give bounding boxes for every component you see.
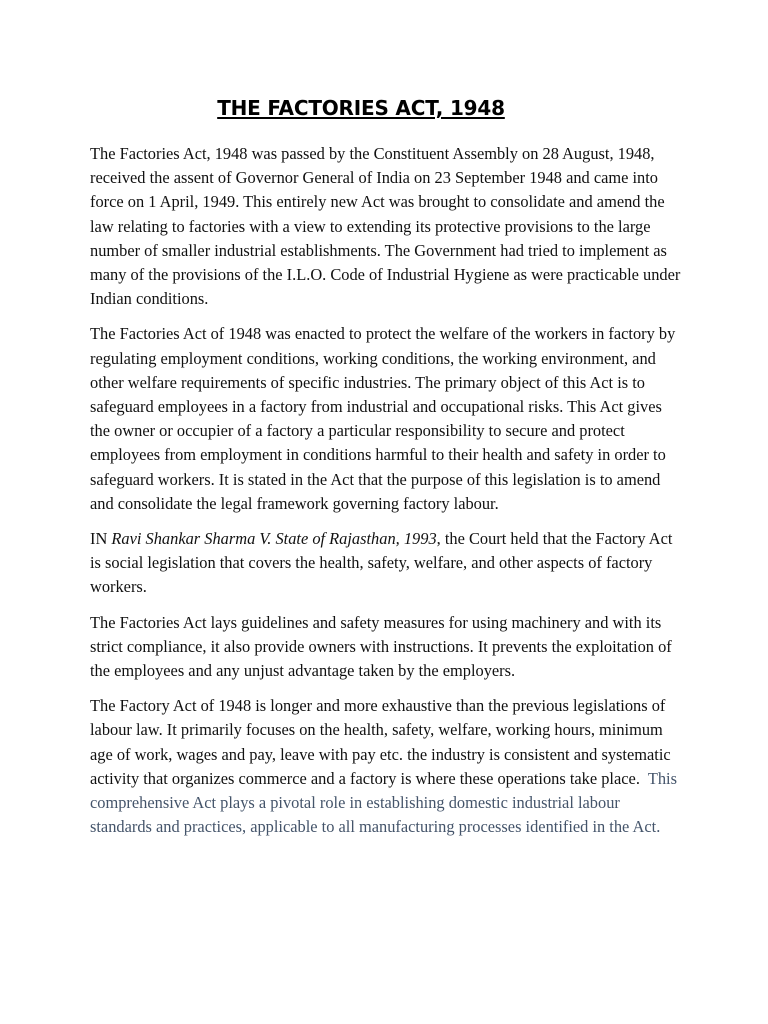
paragraph-guidelines: The Factories Act lays guidelines and safety measures for using machinery and with its strict compliance, it also provide owners with instructions. It prevents the exploitation of the employees and any unjust advantage taken by the employers. [90, 612, 672, 681]
case-name: Ravi Shankar Sharma V. State of Rajasthan [111, 529, 396, 549]
case-prefix: IN [90, 529, 112, 549]
paragraph-purpose: The Factories Act of 1948 was enacted to protect the welfare of the workers in factory by regulating employment conditions, working conditions, the working environment, and other welfare requirements of specific industries. The primary object of this Act is to safeguard employees in a factory from industrial and occupational risks. This Act gives the owner or occupier of a factory a particular responsibility to secure and protect employees from employment in conditions harmful to their health and safety in order to safeguard workers. It is stated in the Act that the purpose of this legislation is to amend and consolidate the legal framework governing factory labour. [90, 324, 676, 513]
scope-highlight: This comprehensive Act plays a pivotal role in establishing domestic industrial labour standards and practices, applicable to all manufacturing processes identified in the Act. [90, 768, 677, 837]
case-holding: , the Court held that the Factory Act is social legislation that covers the health, safety, welfare, and other aspects of factory workers. [90, 529, 673, 597]
document-title: THE FACTORIES ACT, 1948 [217, 96, 505, 120]
paragraph-scope [90, 694, 682, 839]
scope-text: The Factory Act of 1948 is longer and more exhaustive than the previous legislations of labour law. It primarily focuses on the health, safety, welfare, working hours, minimum age of work, wages and pay, leave with pay etc. the industry is consistent and systematic activity that organizes commerce and a factory is where these operations take place. [90, 696, 675, 788]
case-year: 1993 [403, 529, 437, 549]
paragraph-history: The Factories Act, 1948 was passed by the Constituent Assembly on 28 August, 1948, received the assent of Governor General of India on 23 September 1948 and came into force on 1 April, 1949. This entirely new Act was brought to consolidate and amend the law relating to factories with a view to extending its protective provisions to the large number of smaller industrial establishments. The Government had tried to implement as many of the provisions of the I.L.O. Code of Industrial Hygiene as were practicable under Indian conditions. [90, 144, 681, 309]
document-body [90, 142, 682, 850]
case-separator: , [395, 529, 404, 549]
paragraph-case-law [90, 527, 682, 600]
